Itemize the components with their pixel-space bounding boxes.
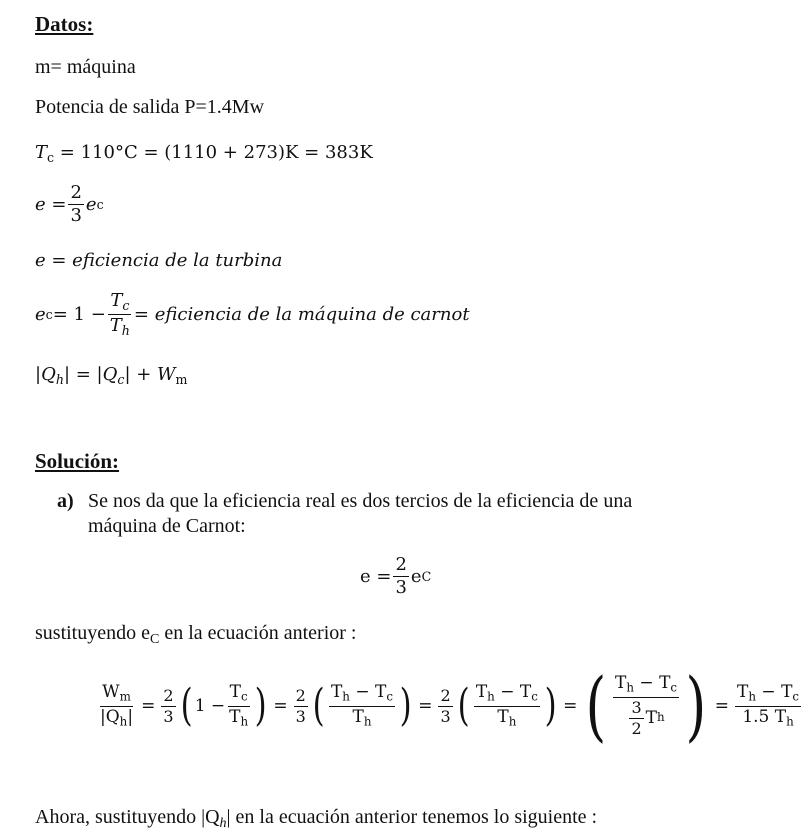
power-output: Potencia de salida P=1.4Mw: [35, 96, 265, 118]
bottom-text: Ahora, sustituyendo $|Q_h|$ en la ecuación anterior tenemos lo siguiente :: [35, 806, 598, 832]
heat-balance-equation: $|Q_h| = |Q_c| + W_m$: [35, 364, 188, 387]
cold-temperature-equation: $T_c = 110^\circ C = (1110 + 273)K = 383K$: [35, 142, 373, 165]
item-text-line-1: Se nos da que la eficiencia real es dos tercios de la eficiencia de una: [88, 490, 633, 512]
datos-heading: Datos:: [35, 12, 94, 36]
solucion-heading: Solución:: [35, 449, 120, 473]
centered-efficiency-equation: e = $\frac{2}{3}$ e C: [360, 554, 432, 598]
work-heat-ratio-equation: $\frac{W_m}{|Q_h|}$ = $\frac{2}{3}$ ( 1 − $\frac{T_c}{T_h}$ ) = $\frac{2}{3}$ ( $\frac{T_h - T_c}{T_h}$ ) = $\frac{2}{3}$ ( $\frac{T_h - T_c}{T_h}$ ) = ( $T_h - T_c$ $\frac{3}{2}$ T h ) = $\frac{T_h - T_c}{1.5 T_h}$: [100, 661, 800, 750]
substitution-text: sustituyendo $e_C$ en la ecuación anterior :: [35, 622, 357, 648]
mass-definition: m= máquina: [35, 56, 136, 78]
efficiency-relation: e = $\frac{2}{3}$ e c: [35, 182, 104, 226]
item-label: a): [57, 490, 74, 512]
item-text-line-2: máquina de Carnot:: [88, 515, 246, 537]
efficiency-definition: e = eficiencia de la turbina: [35, 250, 283, 271]
carnot-efficiency-equation: e c = 1 − $\frac{T_c}{T_h}$ = eficiencia de la máquina de carnot: [35, 290, 470, 339]
